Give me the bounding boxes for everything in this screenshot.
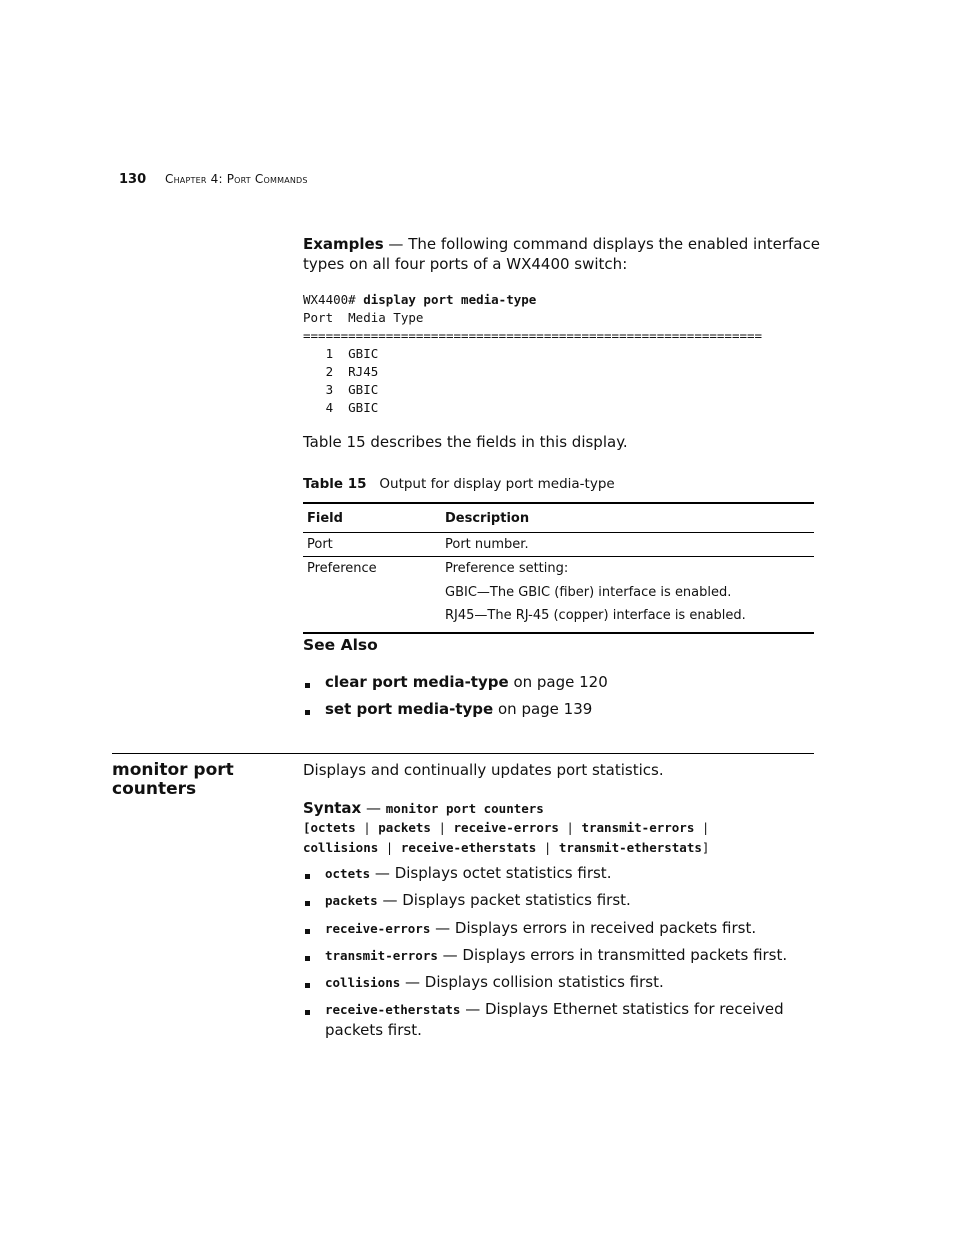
- cell-field: Preference: [307, 561, 377, 576]
- bullet-icon: [305, 983, 310, 988]
- syntax-option: octets: [310, 820, 356, 835]
- page-number: 130: [119, 172, 147, 187]
- syntax-option: transmit-errors: [581, 820, 695, 835]
- option-desc: — Displays errors in transmitted packets first.: [437, 946, 788, 964]
- section-description: Displays and continually updates port statistics.: [303, 761, 664, 779]
- option-desc-cont: packets first.: [325, 1021, 422, 1039]
- table-row: [303, 557, 814, 632]
- col-description-header: Description: [445, 510, 530, 526]
- option-desc: — Displays errors in received packets first.: [430, 919, 757, 937]
- cell-field: Port: [307, 537, 333, 552]
- table-caption-label: Table 15: [303, 476, 367, 492]
- table-intro: Table 15 describes the fields in this display.: [303, 433, 628, 451]
- code-command: display port media-type: [363, 292, 537, 307]
- table-caption: [303, 476, 615, 492]
- option-item: [325, 972, 664, 993]
- syntax-sep: |: [355, 820, 379, 835]
- table-caption-text: Output for display port media-type: [379, 476, 615, 492]
- option-desc: — Displays Ethernet statistics for received: [460, 1000, 784, 1018]
- option-name: receive-errors: [325, 921, 431, 936]
- option-name: octets: [325, 866, 371, 881]
- syntax-bracket: ]: [701, 840, 710, 855]
- section-title: monitor port counters: [112, 760, 234, 799]
- see-also-link[interactable]: set port media-type: [325, 700, 494, 718]
- desc-line: RJ45—The RJ-45 (copper) interface is enabled.: [445, 608, 746, 623]
- section-divider: [112, 753, 814, 754]
- option-name: collisions: [325, 975, 401, 990]
- syntax-line-2: [303, 820, 709, 835]
- examples-text-1: — The following command displays the enabled interface: [383, 235, 820, 253]
- bullet-icon: [305, 929, 310, 934]
- syntax-option: receive-errors: [453, 820, 559, 835]
- syntax-line-1: [303, 798, 544, 819]
- syntax-sep: |: [558, 820, 582, 835]
- syntax-dash: —: [361, 799, 386, 817]
- code-row: 3 GBIC: [303, 382, 379, 397]
- bullet-icon: [305, 874, 310, 879]
- see-also-heading: See Also: [303, 636, 378, 654]
- see-also-page: on page 139: [493, 700, 593, 718]
- fields-table: [303, 502, 814, 634]
- see-also-item[interactable]: [325, 672, 608, 692]
- option-desc: — Displays packet statistics first.: [377, 891, 631, 909]
- cell-description: [445, 561, 814, 632]
- syntax-option: packets: [378, 820, 431, 835]
- bullet-icon: [305, 1010, 310, 1015]
- see-also-link[interactable]: clear port media-type: [325, 673, 509, 691]
- cell-description: Port number.: [445, 537, 529, 552]
- table-header-row: [303, 504, 814, 533]
- syntax-line-3: [303, 840, 709, 855]
- bullet-icon: [305, 683, 310, 688]
- syntax-command: monitor port counters: [385, 801, 544, 816]
- syntax-option: transmit-etherstats: [558, 840, 702, 855]
- see-also-page: on page 120: [508, 673, 608, 691]
- bullet-icon: [305, 956, 310, 961]
- chapter-title: Chapter 4: Port Commands: [165, 172, 308, 186]
- syntax-sep: |: [536, 840, 559, 855]
- table-row: [303, 533, 814, 557]
- option-desc: — Displays collision statistics first.: [400, 973, 664, 991]
- examples-label: Examples: [303, 235, 384, 253]
- syntax-sep: |: [430, 820, 454, 835]
- code-row: 4 GBIC: [303, 400, 379, 415]
- code-row: 2 RJ45: [303, 364, 379, 379]
- option-item: [325, 863, 611, 884]
- col-field-header: Field: [307, 510, 343, 526]
- syntax-sep: |: [378, 840, 401, 855]
- syntax-label: Syntax: [303, 799, 362, 817]
- examples-text-2: types on all four ports of a WX4400 switch:: [303, 255, 628, 273]
- code-block: [303, 291, 762, 417]
- code-prompt: WX4400#: [303, 292, 364, 307]
- bullet-icon: [305, 710, 310, 715]
- syntax-option: receive-etherstats: [400, 840, 537, 855]
- option-name: receive-etherstats: [325, 1002, 461, 1017]
- syntax-bracket: [: [303, 820, 311, 835]
- option-item: [325, 918, 756, 939]
- option-item: [325, 890, 631, 911]
- code-separator: =============================================================: [303, 328, 763, 343]
- option-item: [325, 945, 787, 966]
- syntax-sep: |: [694, 820, 710, 835]
- option-name: packets: [325, 893, 378, 908]
- examples-paragraph: [303, 234, 823, 274]
- option-item: [325, 999, 805, 1040]
- code-row: 1 GBIC: [303, 346, 379, 361]
- table-bottom-rule: [303, 632, 814, 634]
- desc-line: GBIC—The GBIC (fiber) interface is enabled.: [445, 584, 732, 600]
- bullet-icon: [305, 901, 310, 906]
- code-header: Port Media Type: [303, 310, 424, 325]
- option-name: transmit-errors: [325, 948, 438, 963]
- desc-line: Preference setting:: [445, 561, 569, 576]
- see-also-item[interactable]: [325, 699, 592, 719]
- syntax-option: collisions: [303, 840, 379, 855]
- option-desc: — Displays octet statistics first.: [370, 864, 612, 882]
